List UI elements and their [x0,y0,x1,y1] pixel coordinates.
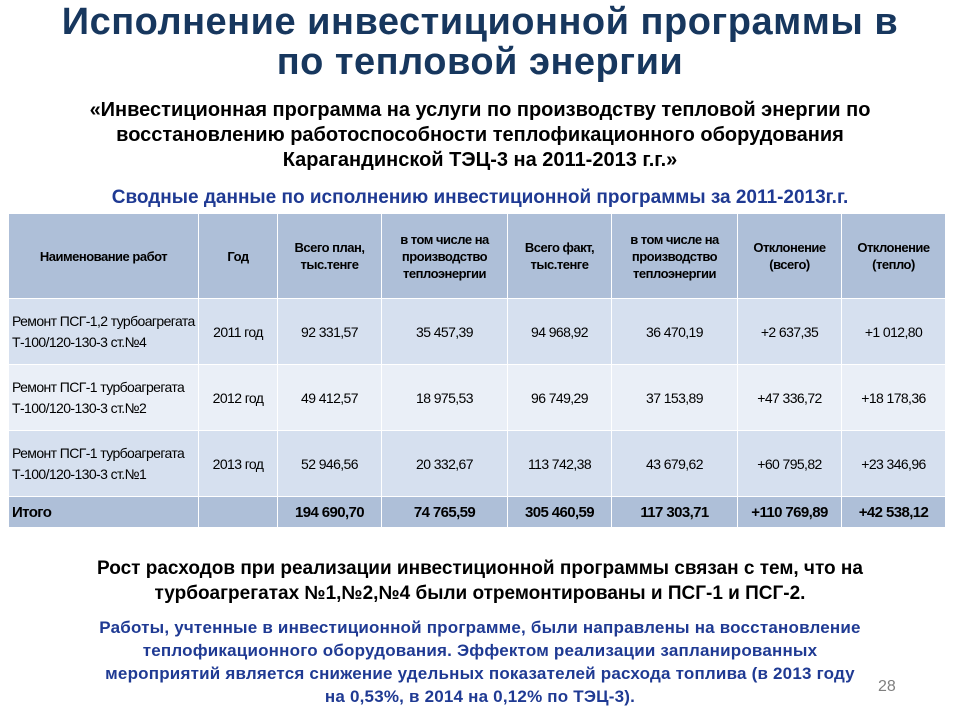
header-cell: Отклонение (тепло) [842,214,946,299]
header-cell: Всего факт, тыс.тенге [508,214,612,299]
plan-total-cell: 92 331,57 [278,299,382,365]
investment-summary-table [8,213,946,528]
fact-heat-cell: 37 153,89 [612,365,738,431]
program-name-line1: «Инвестиционная программа на услуги по производству тепловой энергии по [89,99,871,121]
header-cell: Год [199,214,278,299]
table-row [9,431,946,497]
fact-heat-cell: 36 470,19 [612,299,738,365]
header-cell: Всего план, тыс.тенге [278,214,382,299]
slide-title-line1: Исполнение инвестиционной программы в [61,1,899,43]
effect-note-line2: теплофикационного оборудования. Эффектом реализации запланированных [142,641,818,660]
total-fact-heat-cell: 117 303,71 [612,497,738,528]
page-number: 28 [878,678,896,695]
deviation-heat-cell: +1 012,80 [842,299,946,365]
slide-title [0,2,960,82]
work-name-cell: Ремонт ПСГ-1 турбоагрегата Т-100/120-130-3 ст.№1 [9,431,199,497]
total-deviation-cell: +110 769,89 [738,497,842,528]
header-cell: в том числе на производство теплоэнергии [382,214,508,299]
cost-growth-note [0,556,960,606]
table-row [9,365,946,431]
header-cell: Наименование работ [9,214,199,299]
cost-growth-note-line2: турбоагрегатах №1,№2,№4 были отремонтированы и ПСГ-1 и ПСГ-2. [154,583,806,604]
total-plan-cell: 194 690,70 [278,497,382,528]
deviation-total-cell: +2 637,35 [738,299,842,365]
fact-total-cell: 94 968,92 [508,299,612,365]
work-name-cell: Ремонт ПСГ-1 турбоагрегата Т-100/120-130-3 ст.№2 [9,365,199,431]
plan-heat-cell: 20 332,67 [382,431,508,497]
fact-heat-cell: 43 679,62 [612,431,738,497]
total-label-cell: Итого [9,497,199,528]
program-name [0,98,960,173]
deviation-total-cell: +47 336,72 [738,365,842,431]
deviation-heat-cell: +18 178,36 [842,365,946,431]
table-row [9,299,946,365]
year-cell: 2012 год [199,365,278,431]
deviation-heat-cell: +23 346,96 [842,431,946,497]
program-name-line2: восстановлению работоспособности теплофикационного оборудования [116,124,844,146]
effect-note-line1: Работы, учтенные в инвестиционной программе, были направлены на восстановление [99,618,861,637]
deviation-total-cell: +60 795,82 [738,431,842,497]
plan-total-cell: 52 946,56 [278,431,382,497]
cost-growth-note-line1: Рост расходов при реализации инвестиционной программы связан с тем, что на [97,558,863,579]
total-deviation-heat-cell: +42 538,12 [842,497,946,528]
header-cell: Отклонение (всего) [738,214,842,299]
effect-note-line4: на 0,53%, в 2014 на 0,12% по ТЭЦ-3). [324,687,636,706]
work-name-cell: Ремонт ПСГ-1,2 турбоагрегата Т-100/120-130-3 ст.№4 [9,299,199,365]
plan-heat-cell: 35 457,39 [382,299,508,365]
program-name-line3: Карагандинской ТЭЦ-3 на 2011-2013 г.г.» [282,149,678,171]
year-cell: 2011 год [199,299,278,365]
effect-note-line3: мероприятий является снижение удельных показателей расхода топлива (в 2013 году [105,664,855,683]
total-fact-cell: 305 460,59 [508,497,612,528]
effect-note [0,616,960,708]
plan-heat-cell: 18 975,53 [382,365,508,431]
table-total-row [9,497,946,528]
slide-title-line2: по тепловой энергии [276,41,684,83]
total-plan-heat-cell: 74 765,59 [382,497,508,528]
plan-total-cell: 49 412,57 [278,365,382,431]
year-cell: 2013 год [199,431,278,497]
table-header-row [9,214,946,299]
total-year-cell [199,497,278,528]
fact-total-cell: 96 749,29 [508,365,612,431]
fact-total-cell: 113 742,38 [508,431,612,497]
table-heading: Сводные данные по исполнению инвестиционной программы за 2011-2013г.г. [111,187,849,208]
header-cell: в том числе на производство теплоэнергии [612,214,738,299]
